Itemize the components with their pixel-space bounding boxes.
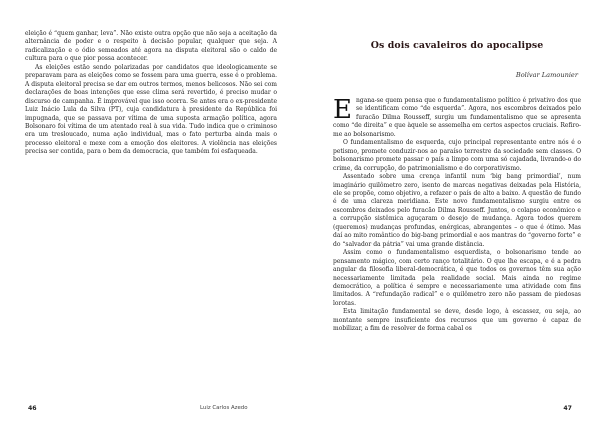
- running-head: Luiz Carlos Azedo: [200, 405, 248, 411]
- right-paragraph-2: O fundamentalismo de esquerda, cujo principal representante entre nós é o petismo, promete conduzir-nos ao paraíso terrestre da sociedade sem classes. O bolsonarismo promete passar o país a limpo com uma só cajadada, livrando-o do crime, da corrupção, do patrimonialismo e do corporativismo.: [333, 139, 581, 172]
- left-text-column: [25, 30, 277, 157]
- right-text-column: [333, 40, 581, 334]
- page-number-right: 47: [563, 405, 572, 412]
- chapter-title: Os dois cavaleiros do apocalipse: [370, 40, 544, 51]
- page-number-left: 46: [28, 405, 37, 412]
- drop-cap: E: [333, 95, 352, 125]
- right-paragraph-4: Assim como o fundamentalismo esquerdista, o bolsonarismo tende ao pensamento mágico, com certo ranço totalitário. O que lhe escapa, e é a pedra angular da filosofia liberal-democrática, é que todos os governos têm sua ação necessariamente limitada pela realidade social. Mais ainda no regime democrático, a política é sempre e necessariamente uma atividade com fins limitados. A “refundação radical” e o quilômetro zero não passam de piedosas lorotas.: [333, 249, 581, 307]
- left-paragraph-1: eleição é “quem ganhar, leva”. Não existe outra opção que não seja a aceitação da alternância de poder e o respeito à decisão popular, qualquer que seja. A radicalização e o ódio semeados até agora na disputa eleitoral são o caldo de cultura para o que pior possa acontecer.: [25, 30, 277, 63]
- right-paragraph-3: Assentado sobre uma crença infantil num ‘big bang primordial’, num imaginário quilômetro zero, isento de marcas negativas deixadas pela História, ele se propõe, como objetivo, a refazer o país de alto a baixo. A questão de fundo é de uma clareza meridiana. Este novo fundamentalismo surgiu entre os escombros deixados pelo furacão Dilma Rousseff. Juntos, o colapso econômico e a corrupção sistêmica aguçaram o desejo de mudança. Agora todos querem (queremos) mudanças profundas, enérgicas, abrangentes – o que é ótimo. Mas daí ao mito romântico do big-bang primordial e aos mantras do “governo forte” e do “salvador da pátria” vai uma grande distância.: [333, 173, 581, 248]
- left-paragraph-2: As eleições estão sendo polarizadas por candidatos que ideologicamente se preparavam para as eleições como se fossem para uma guerra, esse é o problema. A disputa eleitoral precisa se dar em outros termos, menos belicosos. Não sei com declarações de boas intenções que esse clima será revertido, é preciso mudar o discurso de campanha. É improvável que isso ocorra. Se antes era o ex-presidente Luiz Inácio Lula da Silva (PT), cuja candidatura à presidente da República foi impugnada, que se passava por vítima de uma suposta armação política, agora Bolsonaro foi vítima de um atentado real à sua vida. Tudo indica que o criminoso era um tresloucado, numa ação individual, mas o fato perturba ainda mais o processo eleitoral e mexe com a emoção dos eleitores. A violência nas eleições precisa ser contida, para o bem da democracia, que também foi esfaqueada.: [25, 63, 277, 156]
- right-paragraph-1: [333, 97, 581, 139]
- right-paragraph-5: Esta limitação fundamental se deve, desde logo, à escassez, ou seja, ao montante sempre insuficiente dos recursos que um governo é capaz de mobilizar, a fim de resolver de forma cabal os: [333, 308, 581, 333]
- first-paragraph-text: ngana-se quem pensa que o fundamentalismo político é privativo dos que se identificam como “de esquerda”. Agora, nos escombros deixados pelo furacão Dilma Rousseff, surgiu um fundamentalismo que se apresenta como “de direita” e que àquele se assemelha em certos aspectos cruciais. Refiro-me ao bolsonarismo.: [333, 97, 581, 138]
- right-page: [300, 0, 600, 439]
- chapter-author: Bolívar Lamounier: [515, 71, 578, 79]
